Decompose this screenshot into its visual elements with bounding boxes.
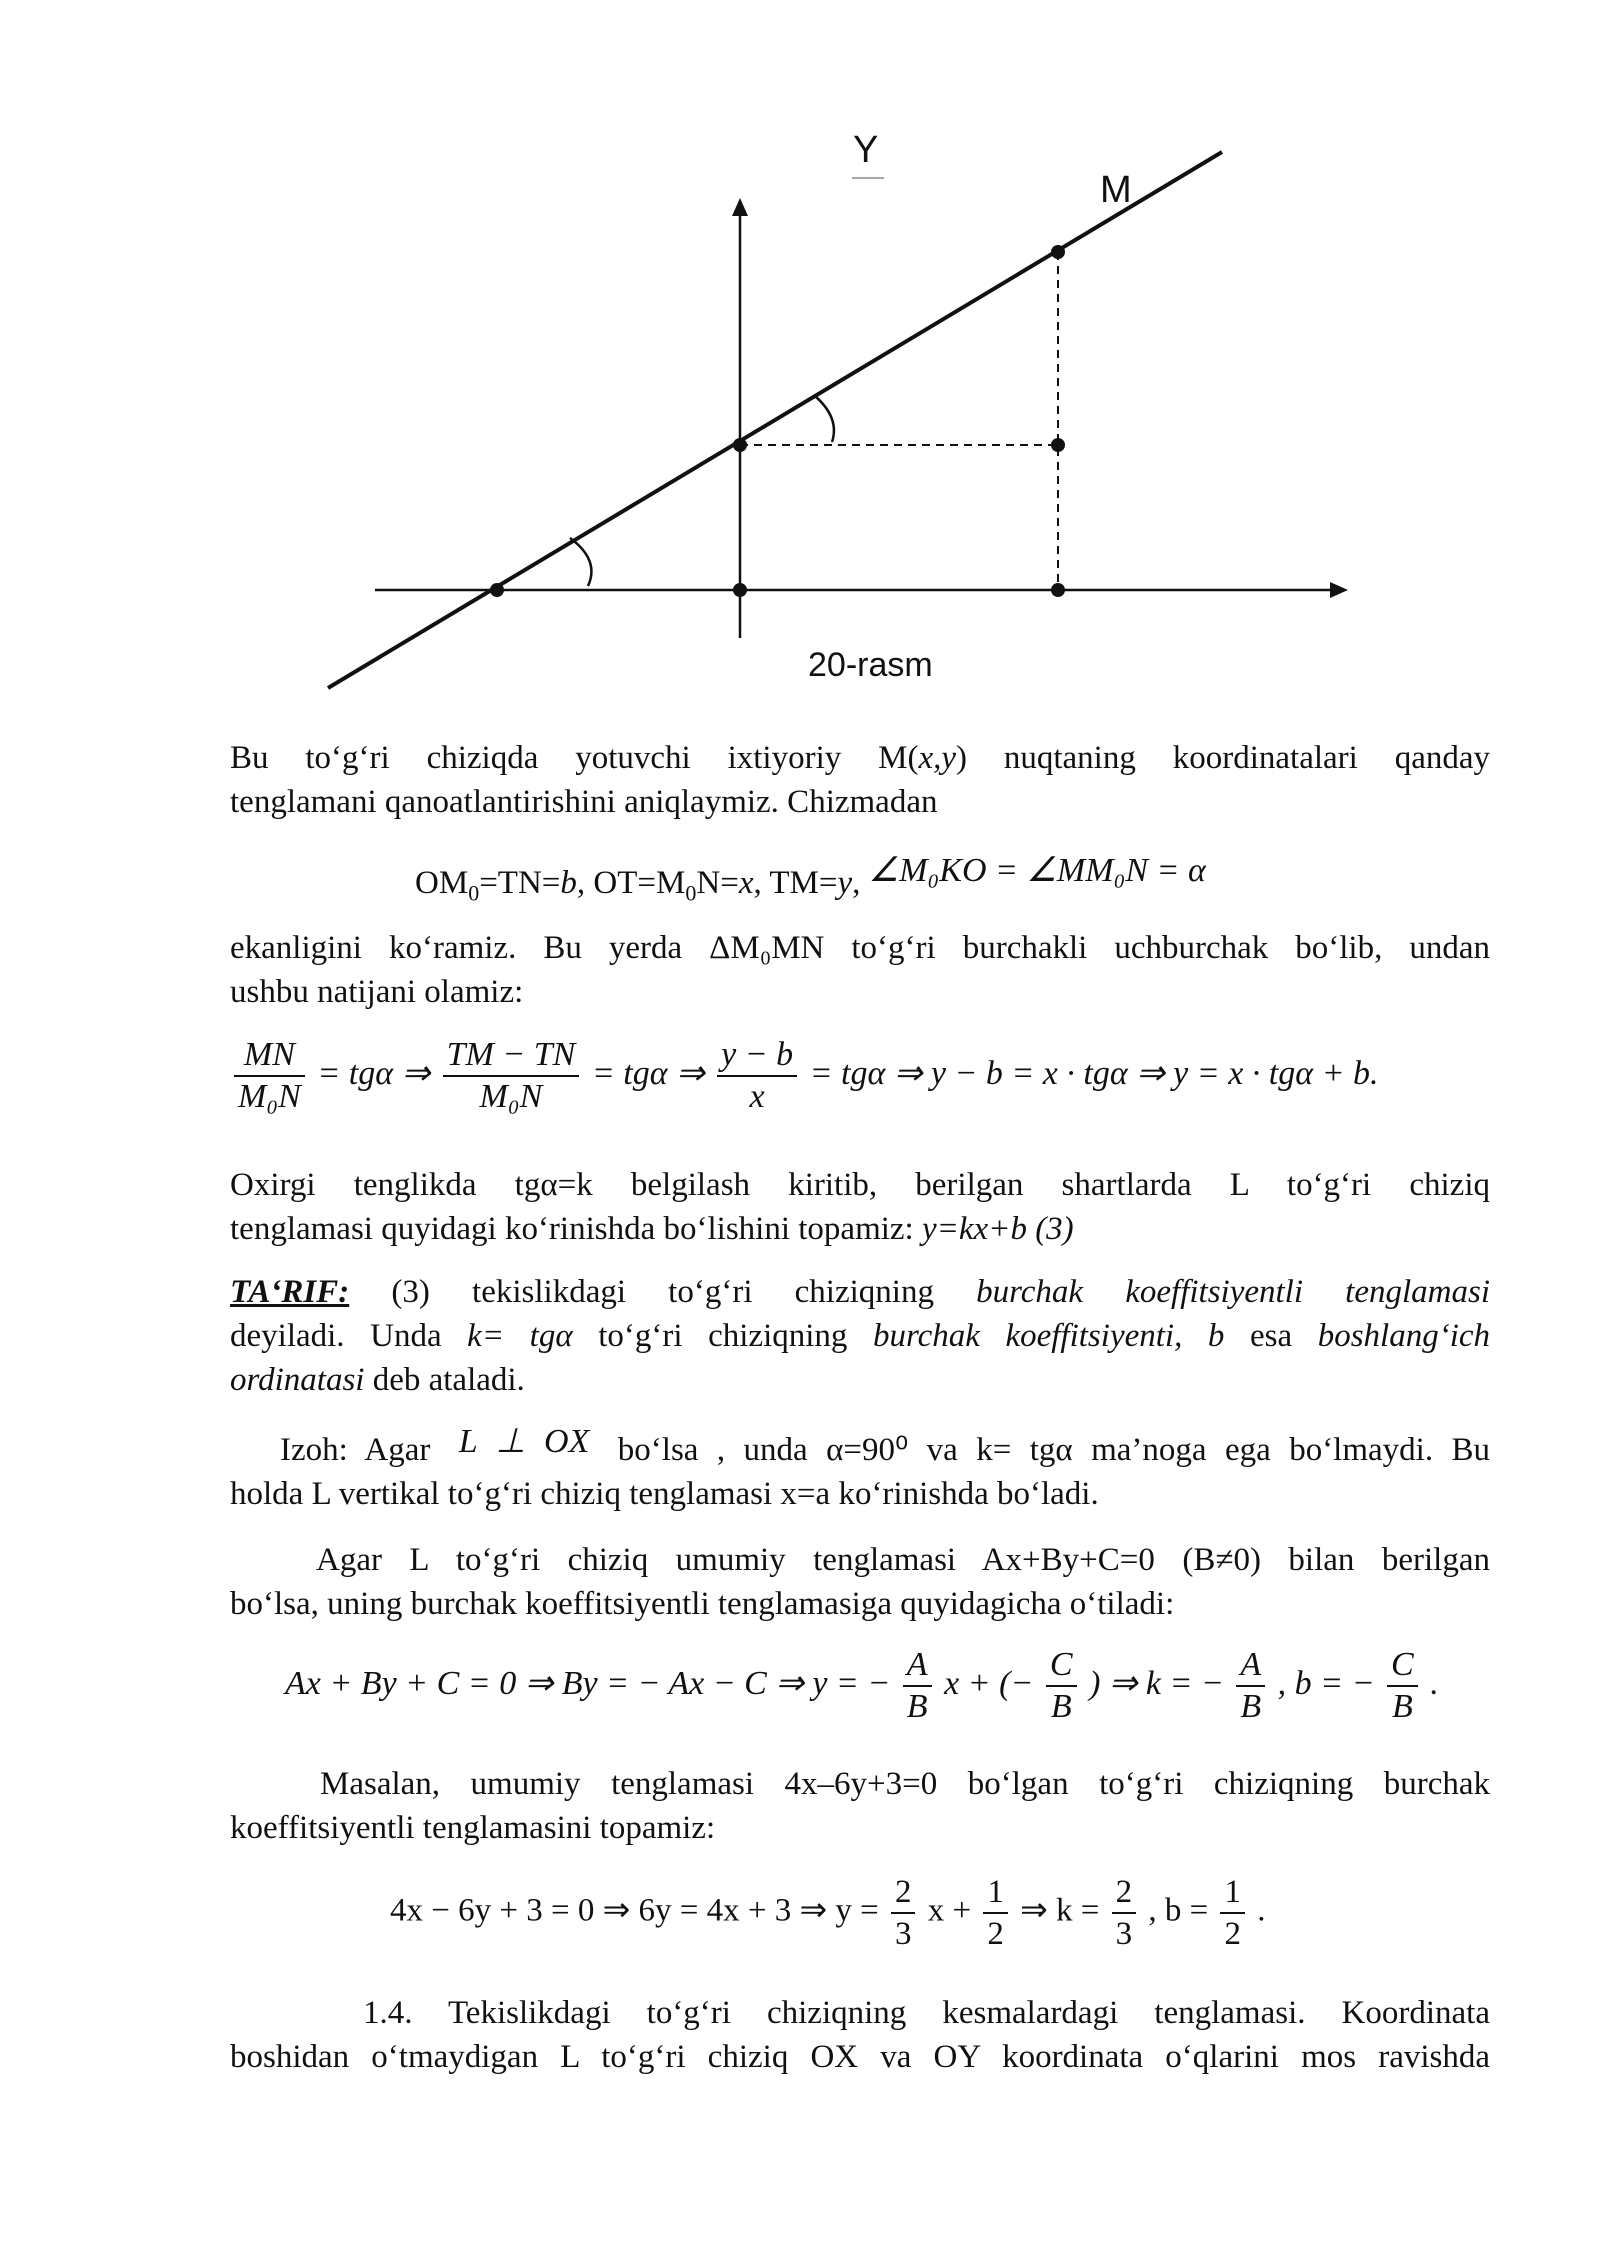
y-axis-arrow-icon xyxy=(732,198,748,216)
line-l xyxy=(328,152,1222,688)
para5-line1: Masalan, umumiy tenglamasi 4x–6y+3=0 bo‘lgan to‘g‘ri chiziqning burchak xyxy=(320,1766,1490,1802)
point-m xyxy=(1051,245,1065,259)
point-k xyxy=(490,583,504,597)
para6-line1: 1.4. Tekislikdagi to‘g‘ri chiziqning kesmalardagi tenglamasi. Koordinata xyxy=(363,1995,1490,2031)
para2-line1: ekanligini ko‘ramiz. Bu yerda ΔM₀MN to‘g‘ri burchakli uchburchak bo‘lib, undan xyxy=(230,930,1490,966)
figure-caption: 20-rasm xyxy=(808,646,933,684)
equation-4: 4x − 6y + 3 = 0 ⇒ 6y = 4x + 3 ⇒ y = $\frac{2}{3}$ x + $\frac{1}{2}$ ⇒ k = $\frac{2}{3}$ , b = $\frac{1}{2}$ . xyxy=(390,1874,1266,1952)
point-m0 xyxy=(733,438,747,452)
point-n xyxy=(1051,438,1065,452)
point-m-label: M xyxy=(1100,169,1132,211)
para1-line1: Bu to‘g‘ri chiziqda yotuvchi ixtiyoriy M(x,y) nuqtaning koordinatalari qanday xyxy=(230,740,1490,776)
definition-label: TA‘RIF: xyxy=(230,1274,350,1310)
point-t xyxy=(1051,583,1065,597)
figure-20 xyxy=(300,120,1360,700)
para1-line2: tenglamani qanoatlantirishini aniqlaymiz. Chizmadan xyxy=(230,784,938,820)
para4-line1: Agar L to‘g‘ri chiziq umumiy tenglamasi Ax+By+C=0 (B≠0) bilan berilgan xyxy=(316,1542,1490,1578)
y-axis-label: Y xyxy=(853,129,879,171)
slope-intercept-formula: y=kx+b (3) xyxy=(921,1211,1074,1247)
angle-arc-m0 xyxy=(815,396,834,442)
definition-line3: ordinatasi deb ataladi. xyxy=(230,1362,525,1398)
angle-arc-k xyxy=(570,538,591,586)
definition-line2: deyiladi. Unda k= tgα to‘g‘ri chiziqning burchak koeffitsiyenti, b esa boshlang‘ich xyxy=(230,1318,1491,1354)
point-o xyxy=(733,583,747,597)
x-axis-arrow-icon xyxy=(1330,582,1348,598)
equation-1: $OM_0=TN=b$, $OT=M_0N=x$, TM=y, ∠M₀KO = ∠MM₀N = α xyxy=(415,852,1206,906)
perpendicular-expr: L ⊥ OX xyxy=(458,1423,590,1460)
equation-3: Ax + By + C = 0 ⇒ By = − Ax − C ⇒ y = − $\frac{A}{B}$ x + (− $\frac{C}{B}$ ) ⇒ k = − $\frac{A}{B}$ , b = − $\frac{C}{B}$ . xyxy=(285,1646,1439,1725)
equation-2: $\frac{MN}{\text{M₀N}}$ = tgα ⇒ $\frac{TM - TN}{\text{M₀N}}$ = tgα ⇒ $\frac{y - b}{x}$ = tgα ⇒ y − b = x · tgα ⇒ y = x · tgα + b. xyxy=(230,1035,1379,1117)
note-line1: Izoh: Agar L ⊥ OX bo‘lsa , unda α=90⁰ va k= tgα ma’noga ega bo‘lmaydi. Bu xyxy=(280,1423,1491,1468)
note-line2: holda L vertikal to‘g‘ri chiziq tenglamasi x=a ko‘rinishda bo‘ladi. xyxy=(230,1476,1099,1512)
para5-line2: koeffitsiyentli tenglamasini topamiz: xyxy=(230,1810,716,1846)
para4-line2: bo‘lsa, uning burchak koeffitsiyentli tenglamasiga quyidagicha o‘tiladi: xyxy=(230,1586,1175,1622)
para6-line2: boshidan o‘tmaydigan L to‘g‘ri chiziq OX va OY koordinata o‘qlarini mos ravishda xyxy=(230,2039,1490,2075)
para3-line1: Oxirgi tenglikda tgα=k belgilash kiritib, berilgan shartlarda L to‘g‘ri chiziq xyxy=(230,1167,1490,1203)
para3-line2: tenglamasi quyidagi ko‘rinishda bo‘lishini topamiz: y=kx+b (3) xyxy=(230,1211,1074,1247)
para2-line2: ushbu natijani olamiz: xyxy=(230,974,524,1010)
angle-equation: ∠M₀KO = ∠MM₀N = α xyxy=(868,852,1206,889)
definition-line1: TA‘RIF: (3) tekislikdagi to‘g‘ri chiziqning burchak koeffitsiyentli tenglamasi xyxy=(230,1274,1491,1310)
